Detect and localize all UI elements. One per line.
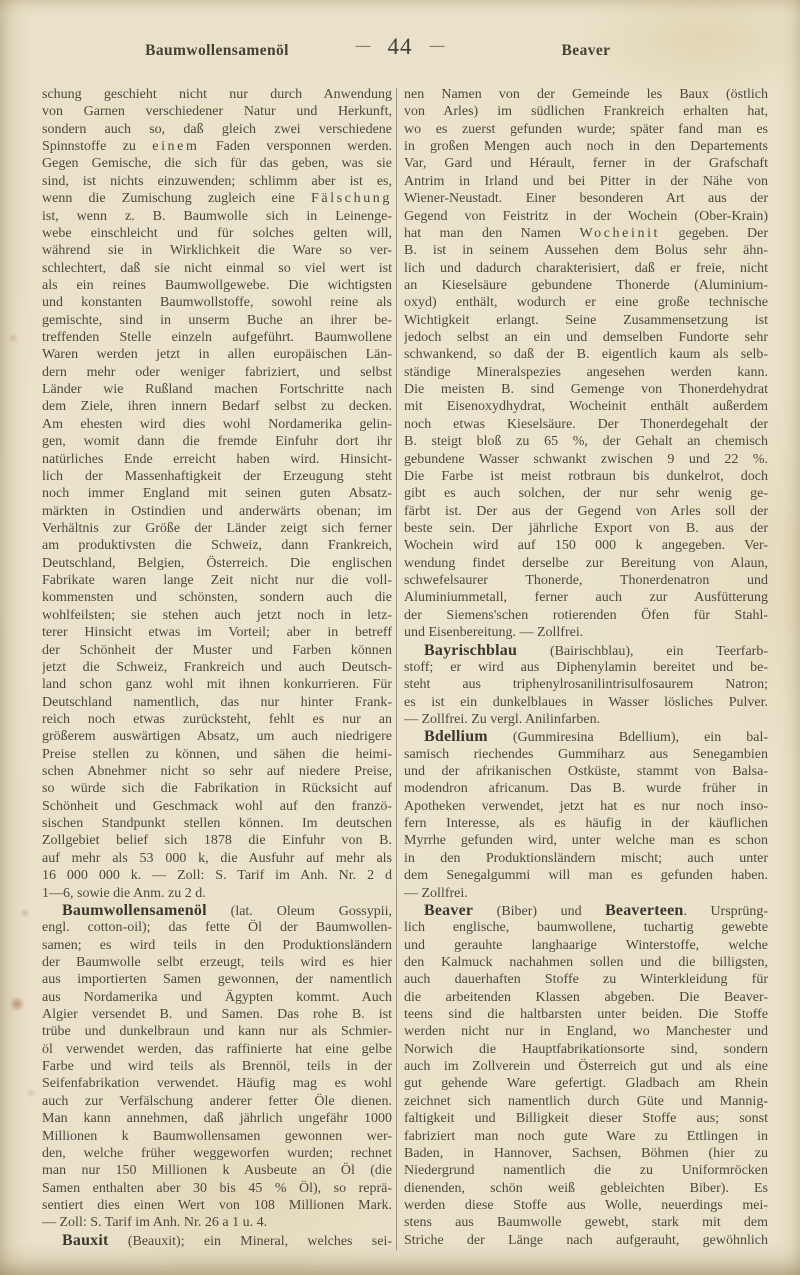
text-line bbox=[404, 503, 768, 520]
text-line bbox=[404, 763, 768, 780]
text-run: lich und dadurch charakterisiert, daß er freie, nicht bbox=[404, 260, 768, 276]
text-run: 1—6, sowie die Anm. zu 2 d. bbox=[42, 885, 206, 901]
text-run: Striche der Länge nach aufgerauht, gewöhnlich bbox=[404, 1232, 768, 1248]
text-line bbox=[42, 138, 392, 155]
text-run: Wiener-Neustadt. Einer besonderen Art aus der bbox=[404, 191, 768, 207]
text-line bbox=[404, 937, 768, 954]
text-line bbox=[42, 1075, 392, 1092]
text-run: dern mehr oder weniger fabriziert, und selbst bbox=[42, 364, 392, 380]
text-line bbox=[42, 277, 392, 294]
text-run: Am ehesten wird dies wohl Nordamerika gelin- bbox=[42, 416, 392, 432]
text-run: stoff; er wird aus Diphenylamin bereitet und be- bbox=[404, 659, 768, 675]
spaced-term: einem bbox=[152, 139, 200, 155]
text-line bbox=[404, 1093, 768, 1110]
text-line bbox=[42, 468, 392, 485]
text-run: und der afrikanischen Ostküste, stammt von Balsa- bbox=[404, 764, 768, 780]
text-line bbox=[404, 416, 768, 433]
text-line bbox=[42, 763, 392, 780]
text-run: schwefelsaurer Thonerde, Thonerdenatron und bbox=[404, 573, 768, 589]
column-right bbox=[404, 86, 768, 1249]
text-run: wo es zuerst gefunden wurde; später fand man es bbox=[404, 121, 768, 137]
text-line bbox=[404, 555, 768, 572]
text-run: schung geschieht nicht nur durch Anwendung bbox=[42, 87, 392, 102]
text-run: terer Hinsicht etwas im Vorteil; aber in betreff bbox=[42, 625, 392, 641]
text-line bbox=[404, 694, 768, 711]
text-line bbox=[42, 919, 392, 936]
text-run: Aluminiummetall, ferner auch zur Ausfütterung bbox=[404, 590, 768, 606]
text-line bbox=[404, 1197, 768, 1214]
text-run: gen, womit dann die fremde Einfuhr dort ihr bbox=[42, 434, 392, 450]
text-line bbox=[404, 1058, 768, 1075]
text-run: am produktivsten die Schweiz, dann Frankreich, bbox=[42, 538, 392, 554]
text-run: wenn die Zumischung zugleich eine bbox=[42, 191, 312, 207]
text-line bbox=[404, 867, 768, 884]
text-line bbox=[42, 485, 392, 502]
text-line bbox=[404, 589, 768, 606]
text-run: natürliches Ende erreicht haben wird. Hinsicht- bbox=[42, 451, 392, 467]
text-line bbox=[42, 537, 392, 554]
text-run: und Eisenbereitung. — Zollfrei. bbox=[404, 625, 584, 641]
text-line bbox=[42, 329, 392, 346]
text-run: Verhältnis zur Größe der Länder zeigt sich ferner bbox=[42, 520, 392, 536]
text-run: engl. cotton-oil); das fette Öl der Baumwollen- bbox=[42, 920, 392, 936]
text-line bbox=[404, 971, 768, 988]
text-run: an Kieselsäure gebundene Thonerde (Aluminium- bbox=[404, 277, 768, 293]
text-line bbox=[42, 989, 392, 1006]
text-run: aus Nordamerika und Ägypten kommt. Auch bbox=[42, 989, 392, 1005]
text-line bbox=[404, 711, 768, 728]
text-run: (lat. Oleum Gossypii, bbox=[206, 903, 392, 919]
text-line bbox=[404, 451, 768, 468]
text-line bbox=[42, 503, 392, 520]
spaced-term: Wocheinit bbox=[579, 225, 661, 241]
text-line bbox=[42, 364, 392, 381]
text-run: die arbeitenden Klassen abgeben. Die Beaver- bbox=[404, 989, 768, 1005]
text-line bbox=[42, 1145, 392, 1162]
text-line bbox=[42, 1041, 392, 1058]
text-run: es ist ein dunkelblaues in Wasser lösliches Pulver. bbox=[404, 694, 768, 710]
text-line bbox=[42, 451, 392, 468]
text-line bbox=[404, 520, 768, 537]
text-line bbox=[404, 780, 768, 797]
text-line bbox=[404, 433, 768, 450]
text-run: kommensten und schönsten, sondern auch die bbox=[42, 590, 392, 606]
text-run: oxyd) enthält, wodurch er eine große technische bbox=[404, 295, 768, 311]
text-run: lich der Massenhaftigkeit der Erzeugung steht bbox=[42, 468, 392, 484]
text-line bbox=[404, 1232, 768, 1249]
text-line bbox=[42, 954, 392, 971]
text-run: — Zoll: S. Tarif im Anh. Nr. 26 a 1 u. 4. bbox=[42, 1215, 268, 1231]
text-line bbox=[42, 260, 392, 277]
text-line bbox=[404, 398, 768, 415]
text-run: dienenden, schön weiß gebleichten Biber). Es bbox=[404, 1180, 768, 1196]
text-run: Waren werden jetzt in allen europäischen Län- bbox=[42, 347, 392, 363]
text-run: Apotheken verwendet, jetzt hat es nur noch inso- bbox=[404, 798, 768, 814]
text-run: werden diese Stoffe aus Wolle, neuerdings mei- bbox=[404, 1198, 768, 1213]
text-run: Deutschland, Belgien, Österreich. Die englischen bbox=[42, 555, 392, 571]
text-line bbox=[404, 260, 768, 277]
text-run: noch etwas Kieselsäure. Der Thonerdegehalt der bbox=[404, 416, 768, 432]
header-dash-left: — bbox=[355, 38, 371, 54]
text-line bbox=[404, 312, 768, 329]
text-run: Fabrikate waren lange Zeit nicht nur die voll- bbox=[42, 573, 392, 589]
text-line bbox=[42, 1023, 392, 1040]
text-line bbox=[404, 1110, 768, 1127]
text-line bbox=[42, 294, 392, 311]
text-run: trübe und dunkelbraun und kann nur als Schmier- bbox=[42, 1024, 392, 1040]
text-line bbox=[404, 659, 768, 676]
text-line bbox=[42, 1110, 392, 1127]
text-line bbox=[404, 1214, 768, 1231]
text-line bbox=[404, 850, 768, 867]
text-line bbox=[404, 728, 768, 745]
text-line bbox=[404, 642, 768, 659]
text-line bbox=[404, 208, 768, 225]
text-line bbox=[404, 902, 768, 919]
text-run: Niedergrund namentlich die zu Uniformröcken bbox=[404, 1163, 768, 1179]
text-run: hat man den Namen bbox=[404, 225, 580, 241]
text-line bbox=[42, 885, 392, 902]
text-line bbox=[404, 1162, 768, 1179]
text-run: treffenden Stelle einzeln aufgeführt. Baumwollene bbox=[42, 330, 392, 346]
text-run: auch im Zollverein und Österreich gut und als eine bbox=[404, 1059, 768, 1075]
text-run: Antrim in Irland und bei Pitter in der Nähe von bbox=[404, 173, 768, 189]
text-run: modendron africanum. Das B. wurde früher in bbox=[404, 781, 768, 797]
text-run: . Ursprüng- bbox=[683, 903, 768, 919]
text-run: den, welche früher weggeworfen wurden; rechnet bbox=[42, 1145, 392, 1161]
text-run: webe einschleicht und für solches gelten will, bbox=[42, 225, 392, 241]
text-line bbox=[404, 346, 768, 363]
text-run: gemischte, sind in unserm Buche an ihrer be- bbox=[42, 312, 392, 328]
text-line bbox=[42, 832, 392, 849]
text-run: beste sein. Der jährliche Export von B. aus der bbox=[404, 520, 768, 536]
text-line bbox=[42, 103, 392, 120]
text-line bbox=[42, 242, 392, 259]
text-line bbox=[42, 572, 392, 589]
text-run: auch dauerhaften Stoffe zu Winterkleidung für bbox=[404, 972, 768, 988]
text-line bbox=[42, 1214, 392, 1231]
text-run: B. ist in seinem Aussehen dem Bolus sehr ähn- bbox=[404, 243, 768, 259]
text-run: der Schönheit der Muster und Farben können bbox=[42, 642, 392, 658]
text-line bbox=[404, 381, 768, 398]
text-run: Algier versendet B. und Samen. Das rohe B. ist bbox=[42, 1007, 392, 1023]
text-line bbox=[42, 1180, 392, 1197]
text-run: jedoch selbst an ein und demselben Fundorte sehr bbox=[404, 330, 768, 346]
text-run: (Gummiresina Bdellium), ein bal- bbox=[487, 730, 768, 746]
text-run: sind, ist nichts einzuwenden; schlimm aber ist es, bbox=[42, 173, 392, 189]
spaced-term: Fälschung bbox=[311, 191, 392, 207]
text-line bbox=[404, 1128, 768, 1145]
text-line bbox=[42, 155, 392, 172]
page-header bbox=[0, 34, 800, 66]
text-run: B. steigt bloß zu 65 %, der Gehalt an chemisch bbox=[404, 434, 768, 450]
text-line bbox=[404, 832, 768, 849]
text-run: Länder wie Rußland machen Fortschritte nach bbox=[42, 382, 392, 398]
text-line bbox=[42, 1058, 392, 1075]
text-run: wendung findet derselbe zur Bereitung von Alaun, bbox=[404, 555, 768, 571]
text-line bbox=[404, 815, 768, 832]
text-line bbox=[404, 676, 768, 693]
text-run: schen Abnehmer nicht so sehr auf niedere Preise, bbox=[42, 764, 392, 780]
text-line bbox=[42, 346, 392, 363]
text-line bbox=[42, 902, 392, 919]
text-run: Norwich die Hauptfabrikationsorte sind, sondern bbox=[404, 1041, 768, 1057]
text-run: ist, wenn z. B. Baumwolle sich in Leinenge- bbox=[42, 208, 392, 224]
text-run: zeichnet sich namentlich durch Güte und Mannig- bbox=[404, 1093, 768, 1109]
text-run: man nur 150 Millionen k Ausbeute an Öl (die bbox=[42, 1163, 392, 1179]
text-line bbox=[42, 225, 392, 242]
text-run: — Zollfrei. Zu vergl. Anilinfarben. bbox=[404, 711, 601, 727]
entry-headword: Beaverteen bbox=[605, 901, 684, 919]
text-line bbox=[404, 537, 768, 554]
text-run: größerem auswärtigen Absatz, um auch niedrigere bbox=[42, 729, 392, 745]
text-line bbox=[404, 103, 768, 120]
text-run: gebundene Wasser schwankt zwischen 9 und 22 %. bbox=[404, 451, 768, 467]
text-run: Gegend von Feistritz in der Wochein (Ober-Krain) bbox=[404, 208, 768, 224]
text-line bbox=[404, 1006, 768, 1023]
text-line bbox=[42, 173, 392, 190]
text-line bbox=[42, 190, 392, 207]
text-line bbox=[42, 398, 392, 415]
text-line bbox=[404, 919, 768, 936]
text-line bbox=[404, 607, 768, 624]
text-line bbox=[404, 1075, 768, 1092]
text-line bbox=[404, 885, 768, 902]
text-line bbox=[42, 589, 392, 606]
text-line bbox=[404, 138, 768, 155]
text-run: gegeben. Der bbox=[660, 225, 768, 241]
text-run: wohlfeilsten; sie stehen auch jetzt noch in letz- bbox=[42, 607, 392, 623]
text-line bbox=[404, 572, 768, 589]
text-run: reich noch etwas zurücksteht, fehlt es nur an bbox=[42, 711, 392, 727]
text-line bbox=[404, 155, 768, 172]
text-run: aus importierten Samen gewonnen, der namentlich bbox=[42, 972, 392, 988]
entry-headword: Bdellium bbox=[424, 728, 488, 746]
text-run: gibt es auch solchen, der nur sehr wenig ge- bbox=[404, 486, 768, 502]
page-number: 44 bbox=[387, 34, 413, 59]
text-line bbox=[404, 989, 768, 1006]
text-run: schlechtert, daß sie nicht einmal so viel wert ist bbox=[42, 260, 392, 276]
text-run: stens aus Baumwolle gewebt, stark mit dem bbox=[404, 1215, 768, 1231]
text-line bbox=[42, 937, 392, 954]
text-line bbox=[42, 676, 392, 693]
text-line bbox=[404, 798, 768, 815]
text-run: fern Interesse, als es häufig in der käuflichen bbox=[404, 816, 768, 832]
text-run: und gerauhte langhaarige Winterstoffe, welche bbox=[404, 937, 768, 953]
text-run: (Bairischblau), ein Teerfarb- bbox=[517, 643, 768, 659]
column-left bbox=[42, 86, 392, 1249]
header-dash-right: — bbox=[429, 38, 445, 54]
text-line bbox=[42, 798, 392, 815]
text-run: samisch riechendes Gummiharz aus Senegambien bbox=[404, 746, 768, 762]
text-run: öl verwendet werden, das raffinierte hat eine gelbe bbox=[42, 1041, 392, 1057]
text-line bbox=[42, 1162, 392, 1179]
text-run: dem Senegalgummi will man es gefunden haben. bbox=[404, 868, 768, 884]
text-line bbox=[404, 190, 768, 207]
text-line bbox=[42, 780, 392, 797]
text-line bbox=[42, 312, 392, 329]
text-run: gut gehende Ware gefertigt. Gladbach am Rhein bbox=[404, 1076, 768, 1092]
text-run: Preise stellen zu können, und sähen die heimi- bbox=[42, 746, 392, 762]
text-line bbox=[42, 728, 392, 745]
text-run: märkten in Ostindien und anderwärts obenan; im bbox=[42, 503, 392, 519]
text-run: jetzt die Schweiz, Frankreich und auch Deutsch- bbox=[42, 659, 392, 675]
text-line bbox=[404, 364, 768, 381]
text-run: auf mehr als 53 000 k, die Ausfuhr auf mehr als bbox=[42, 850, 392, 866]
text-line bbox=[42, 624, 392, 641]
text-run: Samen enthalten aber 30 bis 45 % Öl), so reprä- bbox=[42, 1180, 392, 1196]
text-line bbox=[404, 954, 768, 971]
text-line bbox=[42, 1232, 392, 1249]
text-run: Faden versponnen werden. bbox=[199, 139, 392, 155]
text-line bbox=[42, 642, 392, 659]
text-line bbox=[42, 867, 392, 884]
text-run: Millionen k Baumwollensamen gewonnen wer- bbox=[42, 1128, 392, 1144]
text-run: steht aus triphenylrosanilintrisulfosaurem Natron; bbox=[404, 677, 768, 693]
text-run: noch immer England mit seinen guten Absatz- bbox=[42, 486, 392, 502]
text-run: Myrrhe gefunden wird, unter welche man es schon bbox=[404, 833, 768, 849]
text-line bbox=[42, 659, 392, 676]
text-run: land schon ganz wohl mit ihnen konkurrieren. Für bbox=[42, 677, 392, 693]
text-run: der Baumwolle selbt erzeugt, teils wird es hier bbox=[42, 954, 392, 970]
entry-headword: Bayrischblau bbox=[424, 641, 518, 659]
text-run: Die meisten B. sind Gemenge von Thonerdehydrat bbox=[404, 382, 768, 398]
text-run: samen; es wird teils in den Produktionsländern bbox=[42, 937, 392, 953]
text-line bbox=[42, 746, 392, 763]
text-run: Schönheit und Geschmack wohl auf den franzö- bbox=[42, 798, 392, 814]
text-run: Spinnstoffe zu bbox=[42, 139, 153, 155]
text-line bbox=[42, 86, 392, 103]
text-run: Deutschland namentlich, das nur hinter Frank- bbox=[42, 694, 392, 710]
text-line bbox=[404, 1041, 768, 1058]
text-run: als ein reines Baumwollgewebe. Die wichtigsten bbox=[42, 277, 392, 293]
text-run: und konstanten Baumwollstoffe, sowohl reine als bbox=[42, 295, 392, 311]
text-run: 16 000 000 k. — Zoll: S. Tarif im Anh. Nr. 2 d bbox=[42, 868, 392, 884]
text-run: schwankend, so daß der B. eigentlich kaum als selb- bbox=[404, 347, 768, 363]
text-run: den Kalmuck nachahmen sollen und die billigsten, bbox=[404, 954, 768, 970]
text-line bbox=[42, 1197, 392, 1214]
text-line bbox=[42, 433, 392, 450]
text-run: mit Eisenoxydhydrat, Wocheinit enthält außerdem bbox=[404, 399, 768, 415]
text-line bbox=[42, 694, 392, 711]
text-run: Die Farbe ist meist rotbraun bis dunkelrot, doch bbox=[404, 468, 768, 484]
text-line bbox=[42, 121, 392, 138]
running-title-left: Baumwollensamenöl bbox=[145, 42, 289, 59]
text-run: in den Produktionsländern mischt; auch unter bbox=[404, 850, 768, 866]
text-line bbox=[42, 850, 392, 867]
text-run: Var, Gard und Hérault, ferner in der Grafschaft bbox=[404, 156, 768, 172]
text-line bbox=[42, 520, 392, 537]
text-line bbox=[42, 381, 392, 398]
text-line bbox=[404, 121, 768, 138]
text-line bbox=[42, 1093, 392, 1110]
text-line bbox=[404, 624, 768, 641]
text-run: Baden, in Hannover, Sachsen, Böhmen (hier zu bbox=[404, 1145, 768, 1161]
text-run: (Beauxit); ein Mineral, welches sei- bbox=[108, 1233, 392, 1249]
text-run: Man kann annehmen, daß jährlich ungefähr 1000 bbox=[42, 1111, 392, 1127]
text-run: faltigkeit und Billigkeit dieser Stoffe aus; sonst bbox=[404, 1111, 768, 1127]
text-run: Zollgebiet belief sich 1878 die Einfuhr von B. bbox=[42, 833, 392, 849]
text-run: Seifenfabrikation verwendet. Häufig mag es wohl bbox=[42, 1076, 392, 1092]
text-run: Gegen Gemische, die sich für das geben, was sie bbox=[42, 156, 392, 172]
text-run: der Siemens'schen rotierenden Öfen für Stahl- bbox=[404, 607, 768, 623]
text-run: werden nicht nur in England, wo Manchester und bbox=[404, 1024, 768, 1040]
text-line bbox=[42, 711, 392, 728]
text-run: — Zollfrei. bbox=[404, 885, 468, 901]
text-run: sentiert dies einen Wert von 108 Millionen Mark. bbox=[42, 1198, 392, 1213]
text-line bbox=[404, 1180, 768, 1197]
text-line bbox=[42, 971, 392, 988]
text-run: Wochein wird auf 150 000 k angegeben. Ver- bbox=[404, 538, 768, 554]
text-run: von Arles) im südlichen Frankreich erhalten hat, bbox=[404, 104, 768, 120]
text-run: ständige Mineralspezies angesehen werden kann. bbox=[404, 364, 768, 380]
text-line bbox=[42, 416, 392, 433]
text-run: fabriziert man noch gute Ware zu Ettlingen in bbox=[404, 1128, 768, 1144]
text-run: auch zur Verfälschung anderer fetter Öle dienen. bbox=[42, 1093, 392, 1109]
text-line bbox=[404, 173, 768, 190]
text-line bbox=[404, 485, 768, 502]
text-run: sondern auch so, daß gleich zwei verschiedene bbox=[42, 121, 392, 137]
text-line bbox=[42, 555, 392, 572]
text-run: Farbe und wird teils als Brennöl, teils in der bbox=[42, 1059, 392, 1075]
text-line bbox=[404, 1023, 768, 1040]
text-line bbox=[404, 277, 768, 294]
text-line bbox=[404, 225, 768, 242]
text-run: Wichtigkeit erlangt. Seine Zusammensetzung ist bbox=[404, 312, 768, 328]
column-divider-rule bbox=[396, 88, 397, 1250]
text-line bbox=[404, 242, 768, 259]
text-run: (Biber) und bbox=[473, 903, 606, 919]
entry-headword: Bauxit bbox=[62, 1231, 109, 1249]
text-line bbox=[42, 208, 392, 225]
text-line bbox=[404, 1145, 768, 1162]
text-run: nen Namen von der Gemeinde les Baux (östlich bbox=[404, 87, 768, 102]
text-run: während sie in Wirklichkeit die Ware so ver- bbox=[42, 243, 392, 259]
text-run: teens sind die haltbarsten unter beiden. Die Stoffe bbox=[404, 1007, 768, 1023]
text-run: sischen Standpunkt stellen können. Im deutschen bbox=[42, 816, 392, 832]
text-run: lich englische, baumwollene, tuchartig gewebte bbox=[404, 920, 768, 936]
text-line bbox=[42, 607, 392, 624]
entry-headword: Baumwollensamenöl bbox=[62, 901, 207, 919]
text-line bbox=[404, 294, 768, 311]
text-run: färbt ist. Der aus der Gegend von Arles soll der bbox=[404, 503, 768, 519]
text-line bbox=[42, 1128, 392, 1145]
text-line bbox=[404, 86, 768, 103]
text-run: so würde sich die Fabrikation in Rücksicht auf bbox=[42, 781, 392, 797]
entry-headword: Beaver bbox=[424, 901, 474, 919]
running-title-right: Beaver bbox=[561, 42, 611, 59]
text-line bbox=[42, 815, 392, 832]
text-line bbox=[404, 329, 768, 346]
text-line bbox=[404, 746, 768, 763]
text-run: in großen Mengen auch noch in den Departements bbox=[404, 139, 768, 155]
text-line bbox=[42, 1006, 392, 1023]
text-line bbox=[404, 468, 768, 485]
text-run: von Garnen verschiedener Natur und Herkunft, bbox=[42, 104, 392, 120]
text-run: dem Ziele, ihren innern Bedarf selbst zu decken. bbox=[42, 399, 392, 415]
